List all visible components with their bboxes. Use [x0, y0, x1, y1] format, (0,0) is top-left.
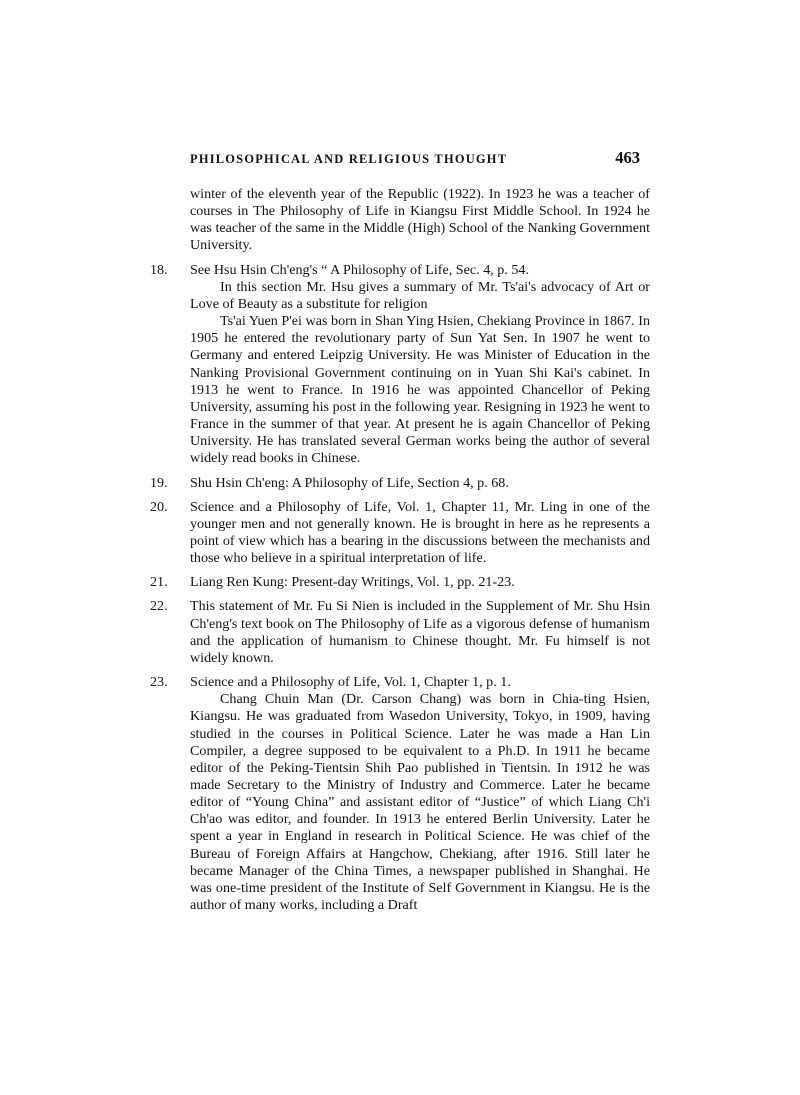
note-number: 18.	[150, 261, 168, 278]
note-18-paragraph-2: Ts'ai Yuen P'ei was born in Shan Ying Hsien, Chekiang Province in 1867. In 1905 he entered the revolutionary party of Sun Yat Sen. In 1907 he went to Germany and entered Leipzig University. He was Minister of Education in the Nanking Provisional Government continuing on in Yuan Shi Kai's cabinet. In 1913 he went to France. In 1916 he was appointed Chancellor of Peking University, assuming his post in the following year. Resigning in 1923 he went to France in the summer of that year. At present he is again Chancellor of Peking University. He has translated several German works being the author of several widely read books in Chinese.	[190, 313, 650, 467]
note-text: Shu Hsin Ch'eng: A Philosophy of Life, Section 4, p. 68.	[190, 474, 509, 491]
note-text: Science and a Philosophy of Life, Vol. 1, Chapter 11, Mr. Ling in one of the younger men and not generally known. He is brought in here as he represents a point of view which has a bearing in the discussions between the mechanists and those who believe in a spiritual interpretation of life.	[190, 498, 650, 567]
note-text: Science and a Philosophy of Life, Vol. 1, Chapter 1, p. 1.	[190, 674, 511, 691]
note-number: 23.	[150, 674, 168, 691]
note-text: This statement of Mr. Fu Si Nien is included in the Supplement of Mr. Shu Hsin Ch'eng's text book on The Philosophy of Life as a vigorous defense of humanism and the application of humanism to Chinese thought. Mr. Fu himself is not widely known.	[190, 598, 650, 666]
note-number: 19.	[150, 474, 168, 491]
note-number: 22.	[150, 598, 168, 615]
note-text: Liang Ren Kung: Present-day Writings, Vol. 1, pp. 21-23.	[190, 574, 515, 591]
note-19	[150, 474, 650, 492]
note-number: 20.	[150, 498, 168, 515]
page-number: 463	[615, 148, 640, 167]
note-18-paragraph-1: In this section Mr. Hsu gives a summary of Mr. Ts'ai's advocacy of Art or Love of Beauty as a substitute for religion	[190, 278, 650, 312]
note-number: 21.	[150, 574, 168, 591]
note-21	[150, 574, 650, 591]
running-head-title: PHILOSOPHICAL AND RELIGIOUS THOUGHT	[190, 152, 508, 166]
note-23-paragraph-1: Chang Chuin Man (Dr. Carson Chang) was born in Chia-ting Hsien, Kiangsu. He was graduated from Wasedon University, Tokyo, in 1909, having studied in the courses in Political Science. Later he was made a Han Lin Compiler, a degree supposed to be equivalent to a Ph.D. In 1911 he became editor of the Peking-Tientsin Shih Pao published in Tientsin. In 1912 he was made Secretary to the Ministry of Industry and Commerce. Later he became editor of “Young China” and assistant editor of “Justice” of which Liang Ch'i Ch'ao was editor, and founder. In 1913 he entered Berlin University. Later he spent a year in England in research in Political Science. He was chief of the Bureau of Foreign Affairs at Hangchow, Chekiang, after 1916. Still later he became Manager of the China Times, a newspaper published in Shanghai. He was one-time president of the Institute of Self Government in Kiangsu. He is the author of many works, including a Draft	[190, 691, 650, 914]
note-23	[150, 674, 650, 691]
body-text-column	[150, 186, 650, 914]
opening-paragraph: winter of the eleventh year of the Republic (1922). In 1923 he was a teacher of courses in The Philosophy of Life in Kiangsu First Middle School. In 1924 he was teacher of the same in the Middle (High) School of the Nanking Government University.	[190, 186, 650, 254]
note-20	[150, 498, 650, 568]
note-22	[150, 598, 650, 667]
note-18	[150, 261, 650, 279]
running-head	[190, 148, 640, 168]
note-text: See Hsu Hsin Ch'eng's “ A Philosophy of Life, Sec. 4, p. 54.	[190, 261, 530, 278]
